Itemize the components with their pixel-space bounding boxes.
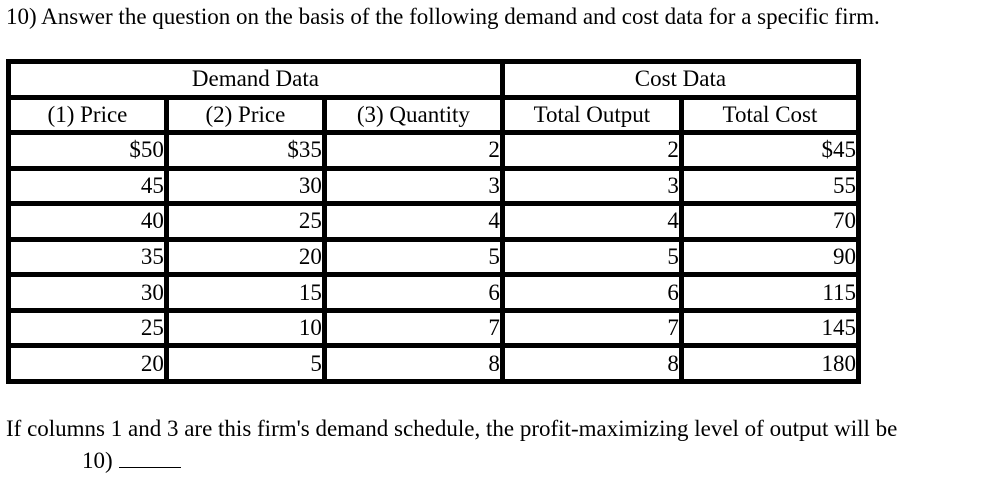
cell-price-1: 45 (11, 171, 164, 202)
table-row (11, 348, 856, 379)
table-row (11, 277, 856, 308)
cell-total-output: 6 (505, 277, 679, 308)
cell-total-output: 8 (505, 348, 679, 379)
column-header-quantity: (3) Quantity (327, 100, 500, 131)
cell-total-output: 7 (505, 313, 679, 344)
cell-price-2: 15 (169, 277, 322, 308)
demand-data-header: Demand Data (11, 64, 500, 95)
cell-total-cost: 55 (684, 171, 856, 202)
group-header-row (11, 64, 856, 95)
cell-total-cost: 145 (684, 313, 856, 344)
demand-cost-table (6, 59, 861, 384)
cell-price-2: 30 (169, 171, 322, 202)
cell-total-cost: 90 (684, 242, 856, 273)
cost-data-header: Cost Data (505, 64, 856, 95)
cell-quantity: 4 (327, 206, 500, 237)
answer-blank (119, 447, 181, 468)
cell-total-cost: 70 (684, 206, 856, 237)
column-header-price-1: (1) Price (11, 100, 164, 131)
question-text: 10) Answer the question on the basis of the following demand and cost data for a specific firm. (6, 4, 880, 29)
cell-total-output: 5 (505, 242, 679, 273)
answer-label: 10) (82, 448, 113, 473)
cell-price-2: 20 (169, 242, 322, 273)
cell-total-output: 4 (505, 206, 679, 237)
cell-price-2: 10 (169, 313, 322, 344)
answer-line (82, 446, 181, 476)
cell-price-1: 20 (11, 348, 164, 379)
data-table-frame (6, 59, 861, 384)
cell-price-1: 30 (11, 277, 164, 308)
cell-quantity: 5 (327, 242, 500, 273)
table-row (11, 313, 856, 344)
cell-price-1: 40 (11, 206, 164, 237)
cell-quantity: 3 (327, 171, 500, 202)
cell-total-cost: $45 (684, 135, 856, 166)
column-header-price-2: (2) Price (169, 100, 322, 131)
table-row (11, 135, 856, 166)
cell-total-cost: 180 (684, 348, 856, 379)
cell-total-cost: 115 (684, 277, 856, 308)
cell-quantity: 2 (327, 135, 500, 166)
cell-price-2: 5 (169, 348, 322, 379)
cell-price-2: 25 (169, 206, 322, 237)
cell-price-1: $50 (11, 135, 164, 166)
cell-quantity: 7 (327, 313, 500, 344)
followup-question: If columns 1 and 3 are this firm's demand schedule, the profit-maximizing level of output will be (6, 416, 898, 441)
cell-total-output: 2 (505, 135, 679, 166)
cell-quantity: 8 (327, 348, 500, 379)
table-row (11, 206, 856, 237)
column-header-row (11, 100, 856, 131)
cell-price-2: $35 (169, 135, 322, 166)
cell-price-1: 25 (11, 313, 164, 344)
cell-total-output: 3 (505, 171, 679, 202)
column-header-total-cost: Total Cost (684, 100, 856, 131)
table-row (11, 242, 856, 273)
cell-quantity: 6 (327, 277, 500, 308)
table-row (11, 171, 856, 202)
cell-price-1: 35 (11, 242, 164, 273)
column-header-total-output: Total Output (505, 100, 679, 131)
